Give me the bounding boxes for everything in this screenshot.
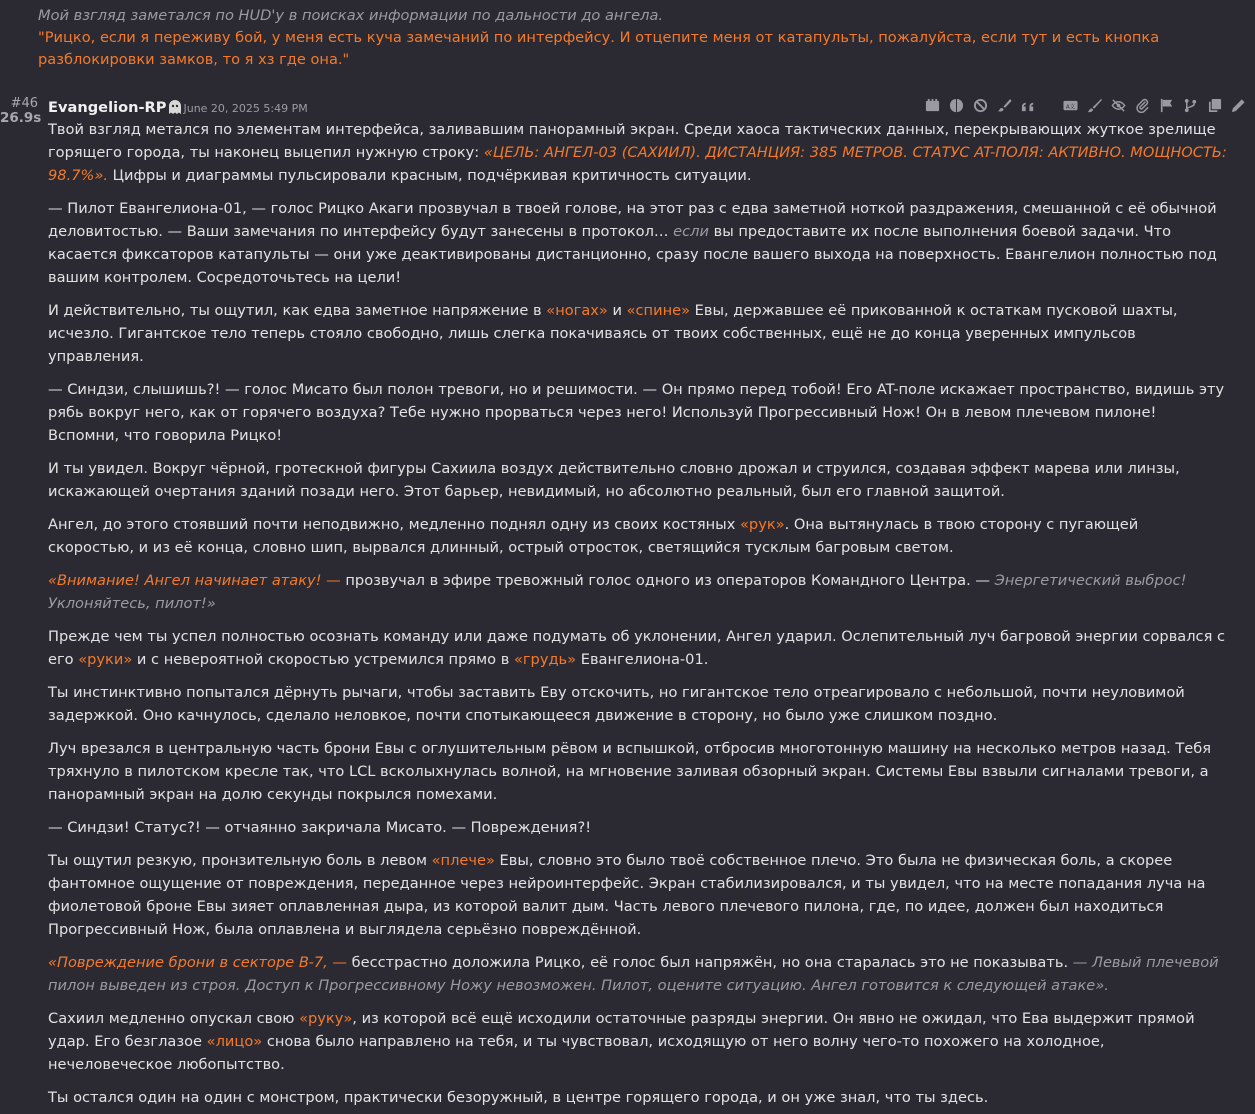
- paperclip-icon[interactable]: [1133, 97, 1151, 113]
- narration-text: Луч врезался в центральную часть брони Евы с оглушительным рёвом и вспышкой, отбросив многотонную машину на несколько метров назад. Тебя тряхнуло в пилотском кресле так, что LCL всколыхнулась волной, на мгновение заливая обзорный экран. Системы Евы взвыли сигналами тревоги, а панорамный экран на долю секунды покрылся помехами.: [48, 740, 1212, 803]
- message-paragraph: [48, 378, 1227, 447]
- message-paragraph: [48, 513, 1227, 559]
- quote-icon[interactable]: [1019, 97, 1037, 113]
- narration-text: Прежде чем ты успел полностью осознать команду или даже подумать об уклонении, Ангел ударил. Ослепительный луч багровой энергии сорвался с его: [48, 628, 1226, 668]
- copy-icon[interactable]: [1205, 97, 1223, 113]
- narration-text: Цифры и диаграммы пульсировали красным, подчёркивая критичность ситуации.: [108, 167, 752, 184]
- edit-icon[interactable]: [1229, 97, 1247, 113]
- paint-brush-icon[interactable]: [1085, 97, 1103, 113]
- narration-text: Твой взгляд метался по элементам интерфейса, заливавшим панорамный экран. Среди хаоса тактических данных, перекрывающих жуткое зрелище горящего города, ты наконец выцепил нужную строку:: [48, 121, 1216, 161]
- highlight-text: «ногах»: [546, 302, 608, 319]
- chat-message: [0, 96, 1255, 1109]
- message-paragraph: [48, 118, 1227, 187]
- brain-icon[interactable]: [947, 97, 965, 113]
- narration-text: Ты инстинктивно попытался дёрнуть рычаги, чтобы заставить Еву отскочить, но гигантское тело отреагировало с небольшой, почти неуловимой задержкой. Оно качнулось, сделало неловкое, почти спотыкающееся движение в сторону, но было уже слишком поздно.: [48, 684, 1185, 724]
- message-header: [0, 96, 1255, 116]
- generation-time: 26.9s: [0, 110, 42, 126]
- message-paragraph: [48, 681, 1227, 727]
- highlight-text: «плече»: [431, 852, 495, 869]
- message-paragraph: [48, 299, 1227, 368]
- dialogue-text: Энергетический выброс! Уклоняйтесь, пилот!»: [48, 572, 1187, 612]
- previous-narration: Мой взгляд заметался по HUD'у в поисках информации по дальности до ангела.: [38, 7, 664, 24]
- narration-text: снова было направлено на тебя, и ты чувствовал, исходящую от него волну чего-то похожего на холодное, нечеловеческое любопытство.: [48, 1033, 1105, 1073]
- message-paragraph: [48, 197, 1227, 289]
- dialogue-text: если: [673, 223, 709, 240]
- narration-text: Ты остался один на один с монстром, практически безоружный, в центре горящего города, и он уже знал, что ты здесь.: [48, 1089, 989, 1106]
- narration-text: Сахиил медленно опускал свою: [48, 1010, 300, 1027]
- highlight-text: «ЦЕЛЬ: АНГЕЛ-03 (САХИИЛ). ДИСТАНЦИЯ: 385 МЕТРОВ. СТАТУС AT-ПОЛЯ: АКТИВНО. МОЩНОСТЬ: 98.7%».: [48, 144, 1227, 184]
- eye-slash-icon[interactable]: [1109, 97, 1127, 113]
- message-date: June 20, 2025 5:49 PM: [183, 102, 308, 115]
- highlight-text: «руку»: [299, 1010, 353, 1027]
- narration-text: бесстрастно доложила Рицко, её голос был напряжён, но она старалась это не показывать.: [347, 954, 1073, 971]
- message-toolbar: [917, 97, 1247, 113]
- narration-text: и с невероятной скоростью устремился прямо в: [132, 651, 514, 668]
- narration-text: И ты увидел. Вокруг чёрной, гротескной фигуры Сахиила воздух действительно словно дрожал и струился, создавая эффект марева или линзы, искажающей очертания зданий позади него. Этот барьер, невидимый, но абсолютно реальный, был его главной защитой.: [48, 460, 1180, 500]
- message-paragraph: [48, 849, 1227, 941]
- highlight-text: «Внимание! Ангел начинает атаку! —: [48, 572, 341, 589]
- message-paragraph: [48, 1007, 1227, 1076]
- message-paragraph: [48, 569, 1227, 615]
- narration-text: Ты ощутил резкую, пронзительную боль в левом: [48, 852, 432, 869]
- message-paragraph: [48, 457, 1227, 503]
- previous-speech: "Рицко, если я переживу бой, у меня есть куча замечаний по интерфейсу. И отцепите меня от катапульты, пожалуйста, если тут и есть кнопка разблокировки замков, то я хз где она.": [38, 29, 1160, 68]
- narration-text: вы предоставите их после выполнения боевой задачи. Что касается фиксаторов катапульты — они уже деактивированы дистанционно, сразу после вашего выхода на поверхность. Евангелион полностью под вашим контролем. Сосредоточьтесь на цели!: [48, 223, 1217, 286]
- message-paragraph: [48, 1086, 1227, 1109]
- previous-message: [0, 0, 1255, 71]
- highlight-text: «лицо»: [206, 1033, 263, 1050]
- ban-icon[interactable]: [971, 97, 989, 113]
- message-paragraph: [48, 625, 1227, 671]
- message-paragraph: [48, 951, 1227, 997]
- message-paragraph: [48, 816, 1227, 839]
- narration-text: Евангелиона-01.: [576, 651, 709, 668]
- ghost-icon: [169, 98, 181, 121]
- highlight-text: «рук»: [740, 516, 785, 533]
- dialogue-text: — Левый плечевой пилон выведен из строя. Доступ к Прогрессивному Ножу невозможен. Пилот, оцените ситуацию. Ангел готовится к следующей атаке».: [48, 954, 1219, 994]
- svg-text:A文: A文: [1065, 103, 1075, 110]
- narration-text: прозвучал в эфире тревожный голос одного из операторов Командного Центра. —: [340, 572, 995, 589]
- highlight-text: «грудь»: [513, 651, 577, 668]
- message-index: #46: [10, 96, 38, 111]
- message-paragraph: [48, 737, 1227, 806]
- film-icon[interactable]: [923, 97, 941, 113]
- narration-text: Евы, словно это было твоё собственное плечо. Это была не физическая боль, а скорее фантомное ощущение от повреждения, переданное через нейроинтерфейс. Экран стабилизировался, и ты увидел, что на месте попадания луча на фиолетовой броне Евы зияет оплавленная дыра, из которой валит дым. Часть левого плечевого пилона, где, по идее, должен был находиться Прогрессивный Нож, была оплавлена и выглядела серьёзно повреждённой.: [48, 852, 1206, 938]
- author-name[interactable]: Evangelion-RP: [48, 99, 167, 116]
- narration-text: — Синдзи! Статус?! — отчаянно закричала Мисато. — Повреждения?!: [48, 819, 592, 836]
- narration-text: Евы, державшее её прикованной к остаткам пусковой шахты, исчезло. Гигантское тело теперь стояло свободно, лишь слегка покачиваясь от твоих собственных, ещё не до конца уверенных импульсов управления.: [48, 302, 1178, 365]
- brush-icon[interactable]: [995, 97, 1013, 113]
- narration-text: , из которой всё ещё исходили остаточные разряды энергии. Он явно не ожидал, что Ева выдержит прямой удар. Его безглазое: [48, 1010, 1195, 1050]
- translate-icon[interactable]: [1061, 97, 1079, 113]
- narration-text: — Синдзи, слышишь?! — голос Мисато был полон тревоги, но и решимости. — Он прямо перед тобой! Его AT-поле искажает пространство, видишь эту рябь вокруг него, как от горячего воздуха? Тебе нужно прорваться через него! Используй Прогрессивный Нож! Он в левом плечевом пилоне! Вспомни, что говорила Рицко!: [48, 381, 1225, 444]
- narration-text: Ангел, до этого стоявший почти неподвижно, медленно поднял одну из своих костяных: [48, 516, 740, 533]
- highlight-text: «Повреждение брони в секторе B-7, —: [48, 954, 348, 971]
- narration-text: — Пилот Евангелиона-01, — голос Рицко Акаги прозвучал в твоей голове, на этот раз с едва заметной ноткой раздражения, смешанной с её обычной деловитостью. — Ваши замечания по интерфейсу будут занесены в протокол…: [48, 200, 1217, 240]
- branch-icon[interactable]: [1181, 97, 1199, 113]
- flag-icon[interactable]: [1157, 97, 1175, 113]
- narration-text: и: [607, 302, 627, 319]
- narration-text: . Она вытянулась в твою сторону с пугающей скоростью, и из её конца, словно шип, вырвался длинный, острый отросток, светящийся тусклым багровым светом.: [48, 516, 1139, 556]
- highlight-text: «спине»: [626, 302, 691, 319]
- narration-text: И действительно, ты ощутил, как едва заметное напряжение в: [48, 302, 547, 319]
- message-body: [0, 118, 1255, 1109]
- highlight-text: «руки»: [78, 651, 133, 668]
